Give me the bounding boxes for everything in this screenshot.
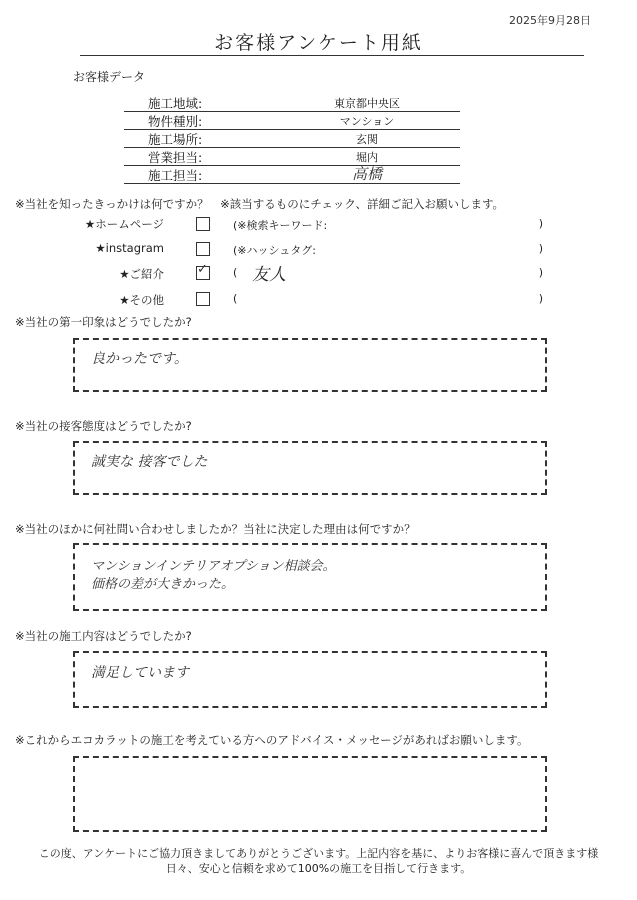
paren-close: ) xyxy=(538,292,543,305)
survey-date: 2025年9月28日 xyxy=(509,14,591,27)
customer-value: マンション xyxy=(339,115,395,128)
customer-key: 施工場所: xyxy=(148,132,203,147)
customer-key: 施工担当: xyxy=(148,168,203,183)
homepage-checkbox[interactable] xyxy=(196,217,210,231)
source-label: ★instagram xyxy=(95,241,164,255)
answer-box-customer-service[interactable] xyxy=(73,441,547,495)
customer-section-label: お客様データ xyxy=(73,70,146,84)
referral-answer: 友人 xyxy=(252,265,286,285)
customer-key: 物件種別: xyxy=(148,114,203,129)
customer-key: 施工地域: xyxy=(148,96,203,111)
footer-line-2: 日々、安心と信頼を求めて100%の施工を目指して行きます。 xyxy=(165,862,472,875)
source-label: ★ホームページ xyxy=(84,217,164,231)
question-first-impression: ※当社の第一印象はどうでしたか? xyxy=(15,315,192,329)
source-label: ★ご紹介 xyxy=(119,267,164,281)
customer-row-location xyxy=(124,129,460,148)
source-detail: (※検索キーワード: xyxy=(233,219,328,232)
answer-box-first-impression[interactable] xyxy=(73,338,547,392)
answer-text-line2: 価格の差が大きかった。 xyxy=(91,577,235,592)
source-label: ★その他 xyxy=(119,293,164,307)
answer-box-work-quality[interactable] xyxy=(73,651,547,708)
customer-row-area xyxy=(124,93,460,112)
question-advice: ※これからエコカラットの施工を考えている方へのアドバイス・メッセージがあればお願いします。 xyxy=(15,733,529,747)
paren-close: ) xyxy=(538,242,543,255)
answer-text-line1: マンションインテリアオプション相談会。 xyxy=(91,559,336,574)
customer-row-installer xyxy=(124,165,460,184)
source-detail: ( xyxy=(233,266,238,279)
customer-value: 堀内 xyxy=(356,151,378,164)
answer-box-advice[interactable] xyxy=(73,756,547,832)
source-detail: (※ハッシュタグ: xyxy=(233,244,316,257)
customer-value: 東京都中央区 xyxy=(334,97,400,110)
source-question: ※当社を知ったきっかけは何ですか？ ※該当するものにチェック、詳細ご記入お願いします。 xyxy=(15,197,505,211)
paren-close: ) xyxy=(538,217,543,230)
question-work-quality: ※当社の施工内容はどうでしたか? xyxy=(15,629,192,643)
check-mark-icon: ✓ xyxy=(197,262,208,277)
other-checkbox[interactable] xyxy=(196,292,210,306)
answer-box-other-companies[interactable] xyxy=(73,543,547,611)
title-underline xyxy=(80,55,584,56)
page-title: お客様アンケート用紙 xyxy=(214,32,423,54)
customer-key: 営業担当: xyxy=(148,150,203,165)
answer-text: 満足しています xyxy=(91,665,189,681)
footer-line-1: この度、アンケートにご協力頂きましてありがとうございます。上記内容を基に、よりお客様に喜んで頂きます様 xyxy=(38,847,599,860)
instagram-checkbox[interactable] xyxy=(196,242,210,256)
source-detail: ( xyxy=(233,292,238,305)
question-customer-service: ※当社の接客態度はどうでしたか? xyxy=(15,419,192,433)
customer-value-handwritten: 高橋 xyxy=(351,165,382,183)
customer-value: 玄関 xyxy=(356,133,378,146)
answer-text: 誠実な 接客でした xyxy=(91,454,208,470)
answer-text: 良かったです。 xyxy=(91,351,188,367)
referral-checkbox[interactable] xyxy=(196,262,210,280)
customer-row-property-type xyxy=(124,111,460,130)
paren-close: ) xyxy=(538,266,543,279)
question-other-companies: ※当社のほかに何社問い合わせしましたか？当社に決定した理由は何ですか？ xyxy=(15,522,416,536)
